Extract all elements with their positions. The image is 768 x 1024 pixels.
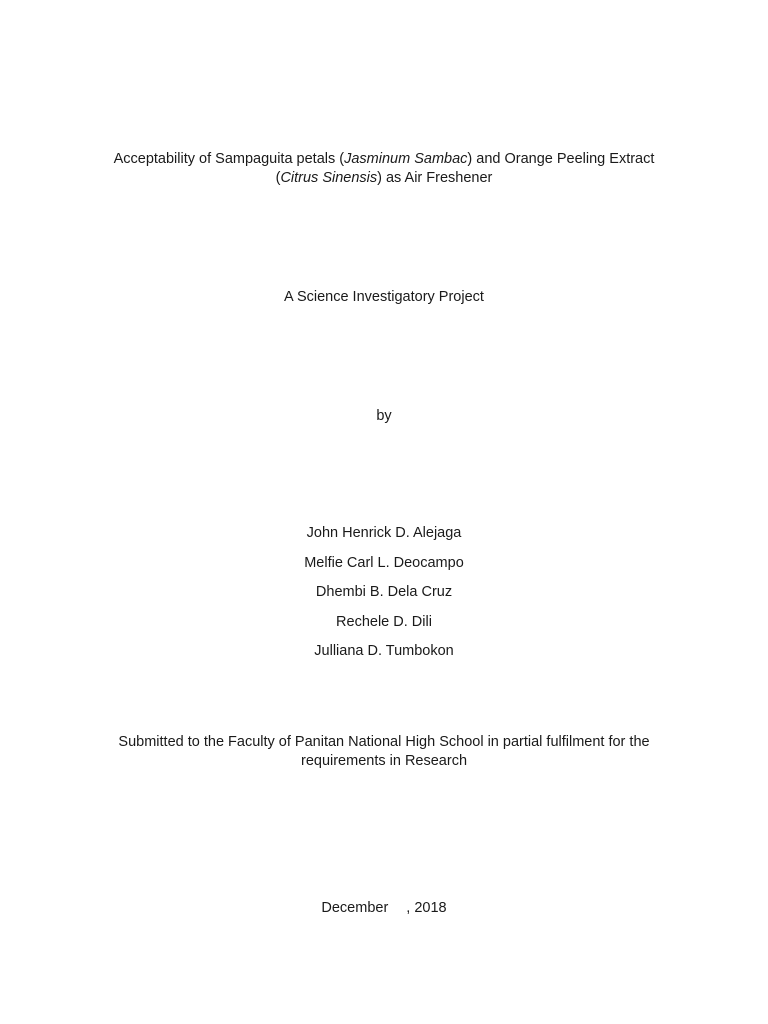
document-title xyxy=(0,150,768,188)
submission-line-2: requirements in Research xyxy=(300,753,468,769)
date-month: December xyxy=(321,900,389,916)
title-text: ) as Air Freshener xyxy=(377,170,493,186)
author-name: Melfie Carl L. Deocampo xyxy=(304,554,464,571)
title-text: ( xyxy=(275,170,281,186)
submission-date xyxy=(0,899,768,918)
date-year: , 2018 xyxy=(406,900,447,916)
author-list xyxy=(0,524,768,672)
project-type: A Science Investigatory Project xyxy=(284,289,484,305)
title-line-2 xyxy=(0,169,768,188)
author-name: John Henrick D. Alejaga xyxy=(306,525,462,541)
author-name: Julliana D. Tumbokon xyxy=(314,643,454,659)
scientific-name: Citrus Sinensis xyxy=(280,170,378,186)
scientific-name: Jasminum Sambac xyxy=(344,151,468,167)
submission-statement xyxy=(0,733,768,771)
author-name: Dhembi B. Dela Cruz xyxy=(315,584,453,600)
title-line-1 xyxy=(0,150,768,169)
submission-line-1: Submitted to the Faculty of Panitan National High School in partial fulfilment for the xyxy=(118,734,650,750)
author-name: Rechele D. Dili xyxy=(336,613,432,630)
title-text: Acceptability of Sampaguita petals ( xyxy=(113,151,345,167)
title-text: ) and Orange Peeling Extract xyxy=(467,151,655,167)
by-label: by xyxy=(376,408,392,424)
